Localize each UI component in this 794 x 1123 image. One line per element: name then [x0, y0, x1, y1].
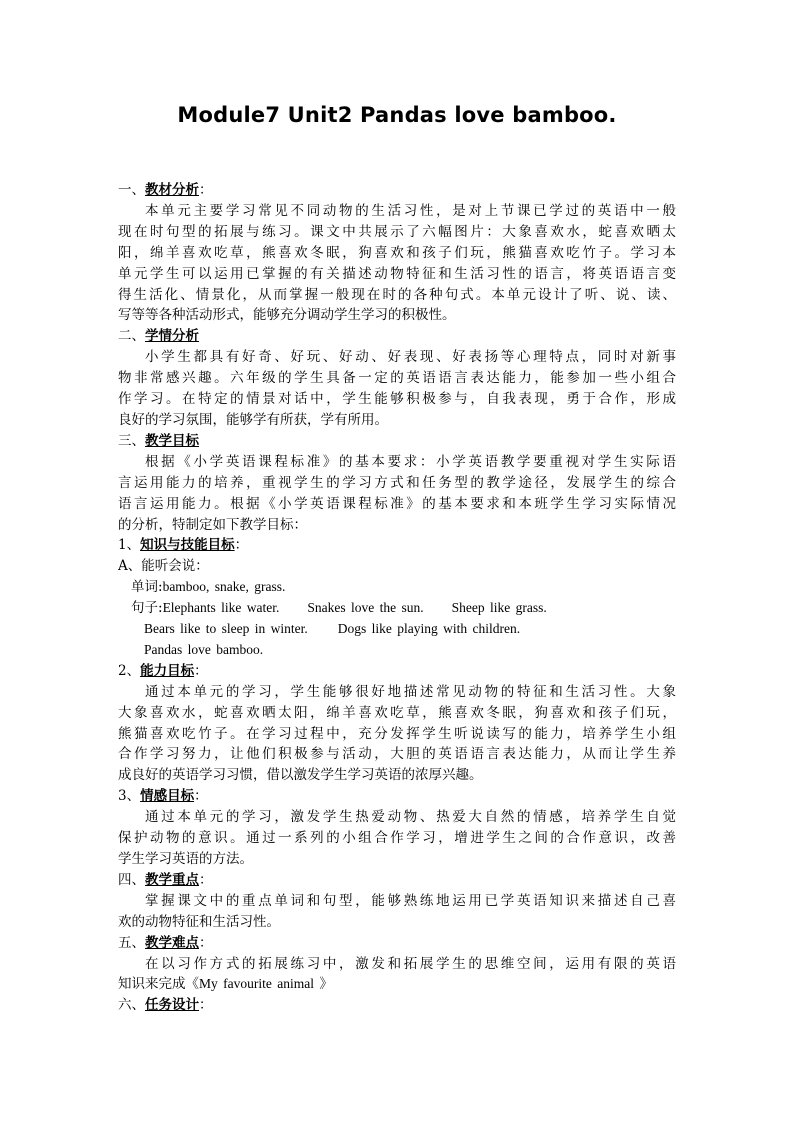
- paragraph-line: 在以习作方式的拓展练习中，激发和拓展学生的思维空间，运用有限的英语: [145, 955, 676, 972]
- section-heading: [118, 933, 676, 954]
- text-span: 知识来完成《: [118, 976, 199, 993]
- paragraph-line: 欢的动物特征和生活习性。: [118, 913, 280, 930]
- heading-colon: ：: [194, 662, 208, 679]
- essay-title: My favourite animal: [199, 976, 320, 992]
- heading-colon: ：: [199, 997, 213, 1014]
- document-title: Module7 Unit2 Pandas love bamboo.: [177, 103, 617, 127]
- paragraph-line: 根据《小学英语课程标准》的基本要求：小学英语教学要重视对学生实际语: [145, 453, 676, 470]
- paragraph-line: [118, 974, 676, 995]
- subsection-title: 情感目标: [140, 788, 195, 805]
- heading-colon: ：: [194, 788, 208, 805]
- section-number: 三、: [118, 432, 145, 449]
- section-number: 四、: [118, 871, 145, 888]
- vocab-line: [118, 577, 676, 598]
- paragraph-line: 现在时句型的拓展与练习。课文中共展示了六幅图片：大象喜欢水，蛇喜欢晒太: [118, 223, 676, 240]
- section-number: 五、: [118, 934, 145, 951]
- paragraph-line: 合作学习努力，让他们积极参与活动，大胆的英语语言表达能力，从而让学生养: [118, 746, 676, 763]
- paragraph-line: 阳，绵羊喜欢吃草，熊喜欢冬眠，狗喜欢和孩子们玩，熊猫喜欢吃竹子。学习本: [118, 244, 676, 261]
- sentence: Dogs like playing with children.: [337, 621, 521, 637]
- subsection-title: 知识与技能目标: [140, 537, 235, 554]
- section-heading: [118, 431, 676, 452]
- sentence-label: 句子:: [131, 600, 163, 617]
- section-title: 学情分析: [145, 328, 199, 345]
- sentence: Sheep like grass.: [451, 600, 547, 616]
- paragraph-line: 通过本单元的学习，激发学生热爱动物、热爱大自然的情感，培养学生自觉: [145, 809, 676, 826]
- paragraph-line: 物非常感兴趣。六年级的学生具备一定的英语语言表达能力，能参加一些小组合: [118, 370, 676, 387]
- section-title: 教学重点: [145, 871, 199, 888]
- sentence: Bears like to sleep in winter.: [144, 621, 308, 637]
- vocab-label: 单词:: [131, 579, 163, 596]
- paragraph-line: 通过本单元的学习，学生能够很好地描述常见动物的特征和生活习性。大象: [145, 683, 676, 700]
- section-number: 六、: [118, 997, 145, 1014]
- paragraph-line: 熊猫喜欢吃竹子。在学习过程中，充分发挥学生听说读写的能力，培养学生小组: [118, 725, 676, 742]
- sentence-line: [118, 619, 676, 640]
- section-number: 二、: [118, 328, 145, 345]
- paragraph-line: 写等等各种活动形式，能够充分调动学生学习的积极性。: [118, 307, 456, 324]
- paragraph-line: 言运用能力的培养，重视学生的学习方式和任务型的教学途径，发展学生的综合: [118, 474, 676, 491]
- paragraph-line: 语言运用能力。根据《小学英语课程标准》的基本要求和本班学生学习实际情况: [118, 495, 676, 512]
- paragraph-line: 本单元主要学习常见不同动物的生活习性，是对上节课已学过的英语中一般: [145, 202, 676, 219]
- subsection-title: 能力目标: [140, 662, 195, 679]
- section-heading: [118, 870, 676, 891]
- section-title: 教学难点: [145, 934, 199, 951]
- paragraph-line: 单元学生可以运用已掌握的有关描述动物特征和生活习性的语言，将英语语言变: [118, 265, 676, 282]
- section-title: 教材分析: [145, 182, 199, 198]
- section-number: 一、: [118, 182, 145, 198]
- subsection-heading: [118, 535, 676, 556]
- heading-colon: ：: [234, 537, 249, 554]
- section-heading: [118, 180, 676, 201]
- paragraph-line: 的分析，特制定如下教学目标：: [118, 516, 307, 533]
- text-span: 》: [319, 976, 333, 993]
- paragraph-line: 良好的学习氛围，能够学有所获，学有所用。: [118, 411, 388, 428]
- subsection-heading: [118, 786, 676, 807]
- paragraph-line: 作学习。在特定的情景对话中，学生能够积极参与，自我表现，勇于合作，形成: [118, 391, 676, 408]
- section-title: 任务设计: [145, 997, 199, 1014]
- heading-colon: ：: [199, 934, 213, 951]
- paragraph-line: 保护动物的意识。通过一系列的小组合作学习，增进学生之间的合作意识，改善: [118, 830, 676, 847]
- subsection-heading: [118, 661, 676, 682]
- sentence: Pandas love bamboo.: [144, 641, 264, 657]
- heading-colon: ：: [199, 871, 213, 888]
- paragraph-line: 掌握课文中的重点单词和句型，能够熟练地运用已学英语知识来描述自己喜: [145, 892, 676, 909]
- paragraph-line: 学生学习英语的方法。: [118, 851, 253, 867]
- paragraph-line: 得生活化、情景化，从而掌握一般现在时的各种句式。本单元设计了听、说、读、: [118, 286, 676, 303]
- vocab-words: bamboo, snake, grass.: [162, 579, 286, 595]
- subsection-number: 2、: [118, 662, 141, 679]
- paragraph-line: 小学生都具有好奇、好玩、好动、好表现、好表扬等心理特点，同时对新事: [145, 349, 676, 366]
- subsection-number: 3、: [118, 788, 141, 805]
- sentence: Snakes love the sun.: [307, 600, 424, 616]
- sentence: Elephants like water.: [162, 600, 280, 616]
- sentence-line: [118, 598, 676, 619]
- document-body: [118, 180, 676, 1016]
- subsection-number: 1、: [118, 537, 141, 554]
- list-label: A、能听会说：: [118, 558, 209, 575]
- section-heading: [118, 326, 676, 347]
- section-title: 教学目标: [145, 432, 199, 449]
- heading-colon: ：: [199, 182, 213, 198]
- paragraph-line: 成良好的英语学习习惯，借以激发学生学习英语的浓厚兴趣。: [118, 767, 483, 784]
- sentence-line: [118, 640, 676, 661]
- paragraph-line: 大象喜欢水，蛇喜欢晒太阳，绵羊喜欢吃草，熊喜欢冬眠，狗喜欢和孩子们玩，: [118, 704, 676, 721]
- section-heading: [118, 995, 676, 1016]
